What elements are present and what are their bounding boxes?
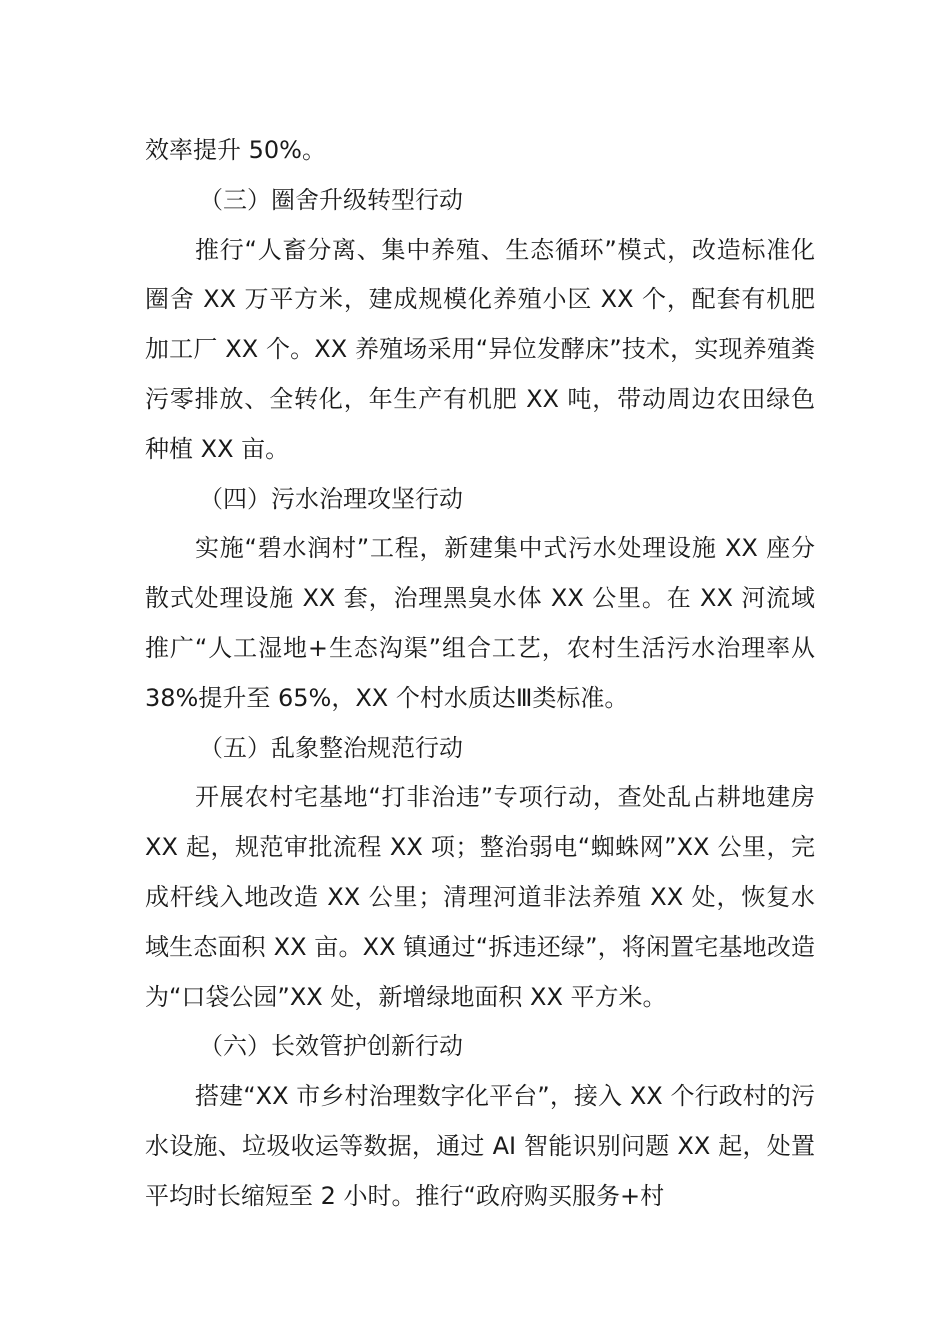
section-heading-6: （六）长效管护创新行动: [199, 1032, 463, 1061]
paragraph-long-term-management: 搭建“XX 市乡村治理数字化平台”，接入 XX 个行政村的污水设施、垃圾收运等数据，通过 AI 智能识别问题 XX 起，处置平均时长缩短至 2 小时。推行“政府购买服务+村: [145, 1082, 815, 1210]
paragraph-disorder-rectification: 开展农村宅基地“打非治违”专项行动，查处乱占耕地建房 XX 起，规范审批流程 XX 项；整治弱电“蜘蛛网”XX 公里，完成杆线入地改造 XX 公里；清理河道非法养殖 XX 处，恢复水域生态面积 XX 亩。XX 镇通过“拆违还绿”，将闲置宅基地改造为“口袋公园”XX 处，新增绿地面积 XX 平方米。: [145, 783, 815, 1011]
section-heading-5: （五）乱象整治规范行动: [199, 733, 463, 762]
section-heading-3: （三）圈舍升级转型行动: [199, 185, 463, 214]
paragraph-sewage-treatment: 实施“碧水润村”工程，新建集中式污水处理设施 XX 座分散式处理设施 XX 套，治理黑臭水体 XX 公里。在 XX 河流域推广“人工湿地+生态沟渠”组合工艺，农村生活污水治理率从 38%提升至 65%，XX 个村水质达Ⅲ类标准。: [145, 534, 815, 712]
document-body: [145, 126, 815, 1222]
paragraph-barn-upgrade: 推行“人畜分离、集中养殖、生态循环”模式，改造标准化圈舍 XX 万平方米，建成规模化养殖小区 XX 个，配套有机肥加工厂 XX 个。XX 养殖场采用“异位发酵床”技术，实现养殖粪污零排放、全转化，年生产有机肥 XX 吨，带动周边农田绿色种植 XX 亩。: [145, 235, 815, 463]
paragraph-continuation: 效率提升 50%。: [145, 136, 326, 164]
section-heading-4: （四）污水治理攻坚行动: [199, 484, 463, 513]
